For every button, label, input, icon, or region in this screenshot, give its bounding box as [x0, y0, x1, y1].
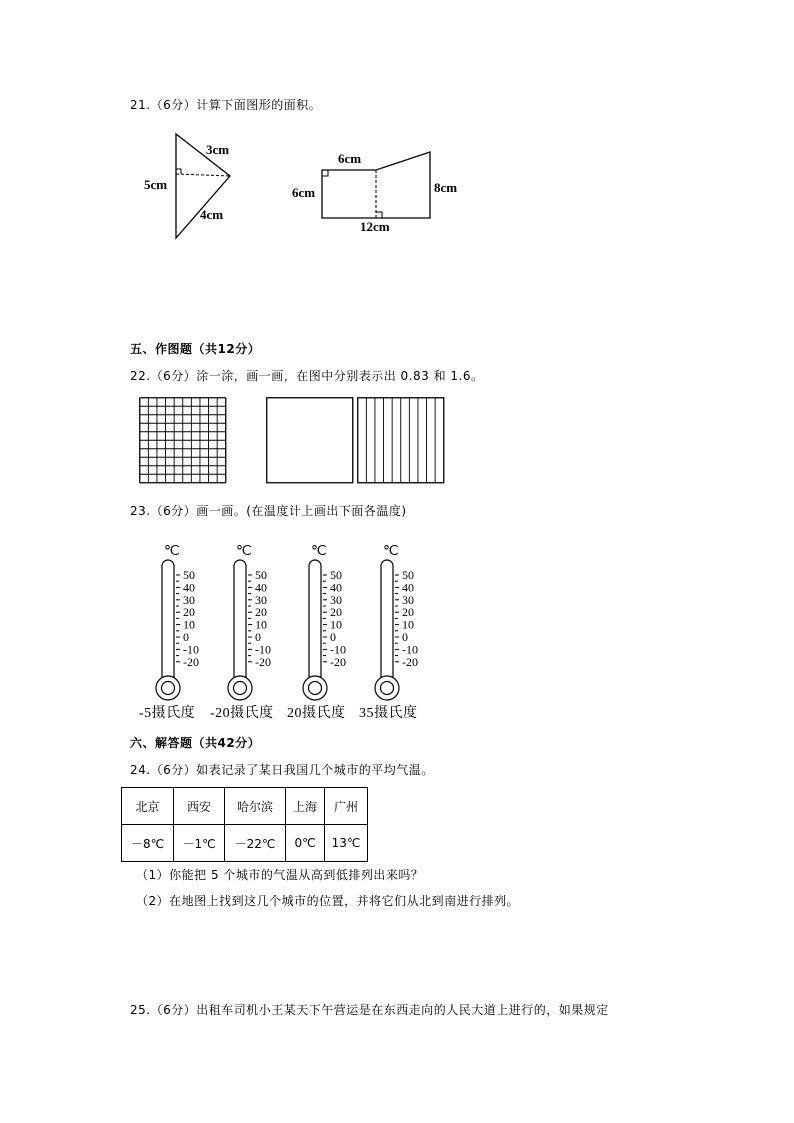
question-25-title: 25.（6分）出租车司机小王某天下午营运是在东西走向的人民大道上进行的，如果规定: [130, 1003, 609, 1017]
question-24-sub2: （2）在地图上找到这几个城市的位置，并将它们从北到南进行排列。: [136, 894, 520, 908]
scale-label: 50: [255, 568, 267, 582]
thermometer-1: [150, 540, 220, 690]
scale-label: -10: [402, 642, 418, 657]
scale-label: 40: [255, 580, 267, 595]
scale-label: 10: [402, 617, 414, 632]
table-cell: 北京: [122, 788, 174, 825]
question-23-title: 23.（6分）画一画。(在温度计上画出下面各温度): [130, 504, 407, 518]
trapezoid-label-right: 8cm: [434, 180, 458, 195]
question-21-title: 21.（6分）计算下面图形的面积。: [130, 98, 322, 112]
triangle-label-bottom: 4cm: [200, 207, 224, 222]
trapezoid-figure: [288, 146, 468, 236]
scale-label: 20: [330, 605, 342, 620]
question-24-title: 24.（6分）如表记录了某日我国几个城市的平均气温。: [130, 763, 434, 777]
triangle-label-top: 3cm: [206, 142, 230, 157]
table-row-cities: [122, 788, 368, 825]
scale-label: 50: [330, 568, 342, 582]
question-24-sub1: （1）你能把 5 个城市的气温从高到低排列出来吗？: [136, 868, 424, 882]
table-cell: 哈尔滨: [225, 788, 286, 825]
celsius-unit: ℃: [164, 544, 180, 559]
table-row-temps: [122, 825, 368, 862]
scale-label: -10: [183, 642, 199, 657]
table-cell: －22℃: [225, 825, 286, 862]
hundred-grid: [139, 397, 227, 484]
celsius-unit: ℃: [311, 544, 327, 559]
scale-label: 30: [402, 592, 414, 607]
thermometer-4: [369, 540, 439, 690]
scale-label: 20: [183, 605, 195, 620]
celsius-unit: ℃: [383, 544, 399, 559]
scale-label: 30: [183, 592, 195, 607]
thermometer-4-label: 35摄氏度: [359, 706, 418, 721]
blank-square: [266, 397, 354, 484]
scale-label: 0: [402, 630, 408, 644]
trapezoid-label-top: 6cm: [338, 151, 362, 166]
table-cell: 0℃: [286, 825, 325, 862]
scale-label: 10: [183, 617, 195, 632]
celsius-unit: ℃: [236, 544, 252, 559]
ten-strips-square: [357, 397, 445, 484]
scale-label: -20: [330, 654, 346, 669]
scale-label: 20: [402, 605, 414, 620]
trapezoid-label-bottom: 12cm: [360, 219, 390, 234]
trapezoid-label-left: 6cm: [292, 185, 316, 200]
scale-label: 30: [330, 592, 342, 607]
scale-label: 0: [330, 630, 336, 644]
section-5-title: 五、作图题（共12分）: [130, 342, 261, 356]
scale-label: 20: [255, 605, 267, 620]
scale-label: -20: [402, 654, 418, 669]
scale-label: -20: [255, 654, 271, 669]
triangle-label-left: 5cm: [144, 177, 168, 192]
section-6-title: 六、解答题（共42分）: [130, 736, 261, 750]
thermometer-2: [222, 540, 292, 690]
city-temperature-table: [121, 787, 368, 862]
table-cell: －8℃: [122, 825, 174, 862]
scale-label: 50: [402, 568, 414, 582]
table-cell: －1℃: [174, 825, 225, 862]
scale-label: -10: [330, 642, 346, 657]
scale-label: 40: [330, 580, 342, 595]
thermometer-3-label: 20摄氏度: [287, 706, 346, 721]
scale-label: 10: [255, 617, 267, 632]
thermometer-1-label: -5摄氏度: [139, 706, 196, 721]
scale-label: 0: [255, 630, 261, 644]
thermometer-2-label: -20摄氏度: [210, 706, 274, 721]
table-cell: 上海: [286, 788, 325, 825]
thermometer-3: [297, 540, 367, 690]
table-cell: 西安: [174, 788, 225, 825]
question-22-title: 22.（6分）涂一涂，画一画，在图中分别表示出 0.83 和 1.6。: [130, 369, 484, 383]
scale-label: 40: [183, 580, 195, 595]
triangle-figure: [140, 130, 270, 245]
scale-label: 50: [183, 568, 195, 582]
scale-label: -20: [183, 654, 199, 669]
scale-label: 40: [402, 580, 414, 595]
scale-label: 30: [255, 592, 267, 607]
scale-label: 10: [330, 617, 342, 632]
table-cell: 13℃: [325, 825, 368, 862]
scale-label: 0: [183, 630, 189, 644]
scale-label: -10: [255, 642, 271, 657]
table-cell: 广州: [325, 788, 368, 825]
